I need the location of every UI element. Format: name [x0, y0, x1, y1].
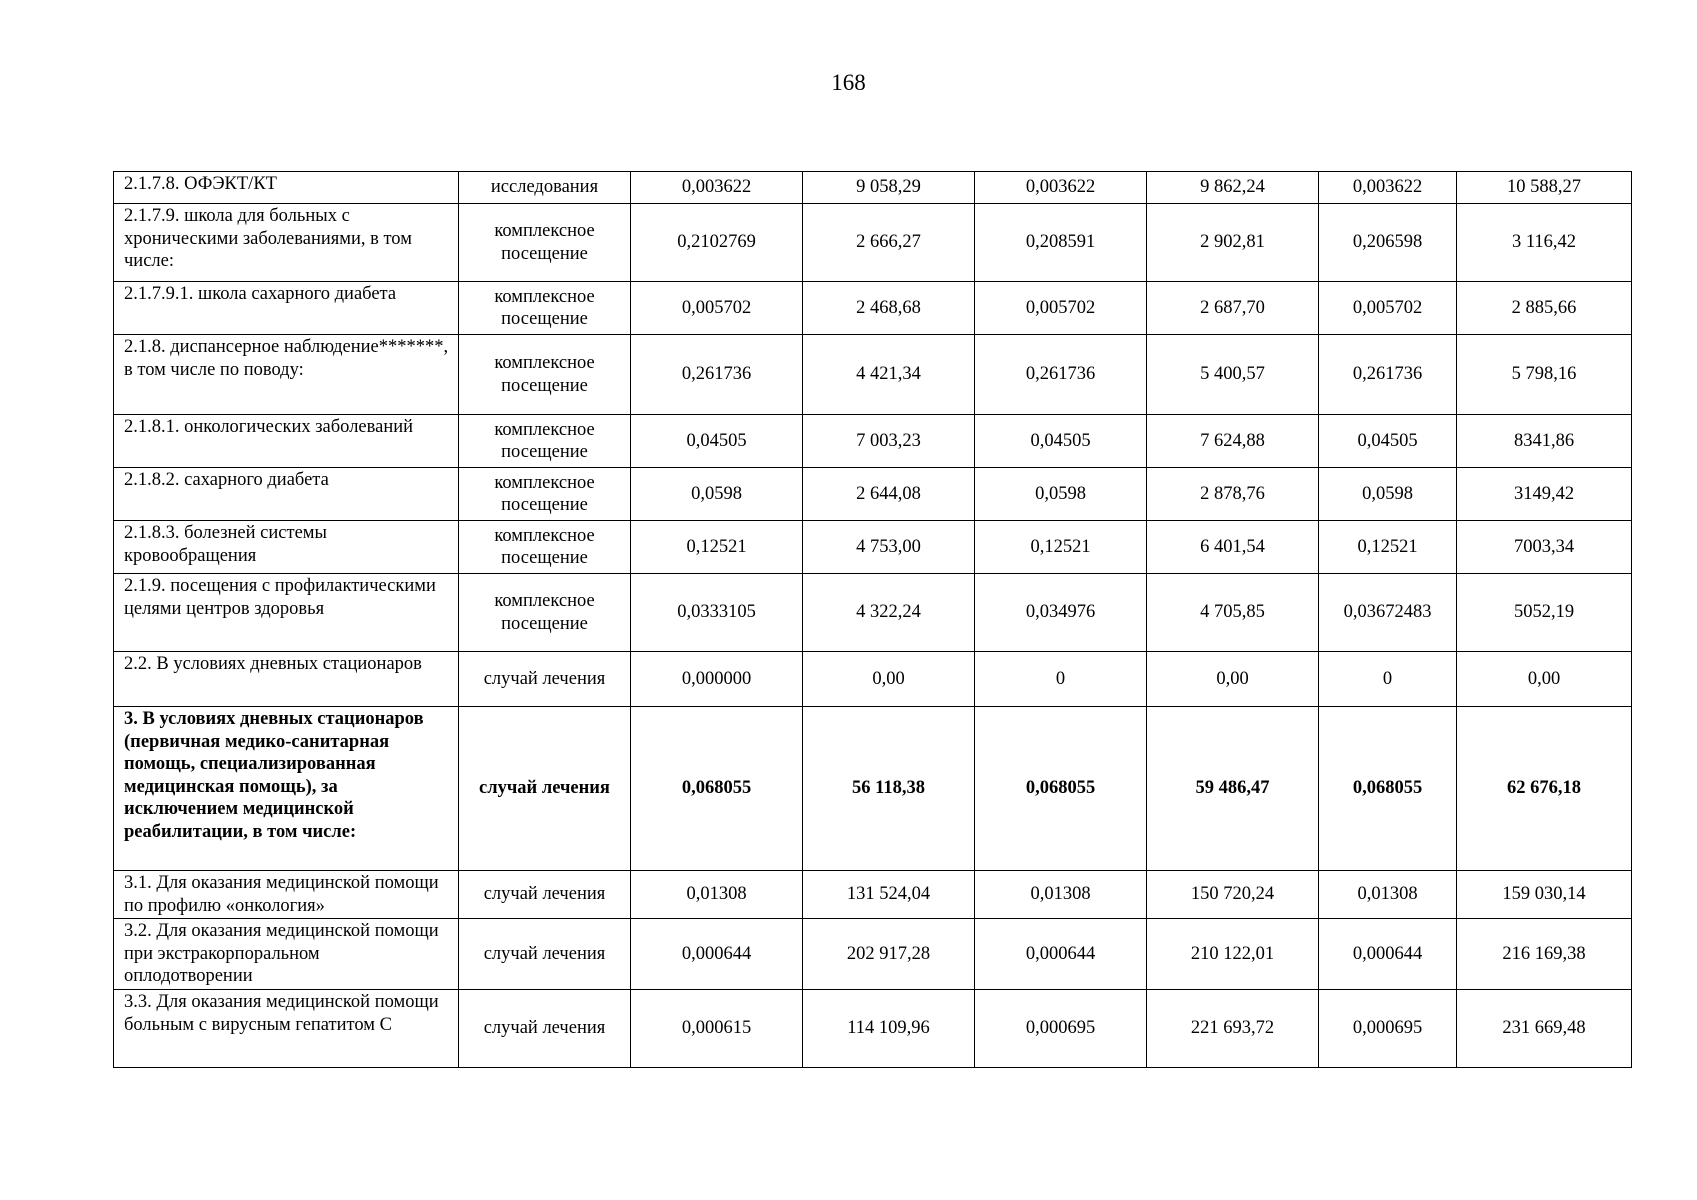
table-row: [114, 172, 1632, 204]
row-name: 2.1.9. посещения с профилактическими целями центров здоровья: [114, 574, 459, 652]
table-row: [114, 335, 1632, 415]
row-value: 0,261736: [975, 335, 1147, 415]
row-value: 6 401,54: [1147, 521, 1319, 574]
row-value: 150 720,24: [1147, 871, 1319, 919]
row-value: 0,0598: [631, 468, 803, 521]
row-value: 202 917,28: [803, 919, 975, 990]
row-value: 0,0598: [975, 468, 1147, 521]
table-row: [114, 990, 1632, 1068]
row-name: 2.1.8.1. онкологических заболеваний: [114, 415, 459, 468]
row-value: 0,034976: [975, 574, 1147, 652]
row-value: 0,068055: [631, 707, 803, 871]
row-value: 0,003622: [1319, 172, 1457, 204]
row-value: 4 421,34: [803, 335, 975, 415]
table-row: [114, 204, 1632, 282]
row-unit: комплексное посещение: [459, 574, 631, 652]
row-value: 0,04505: [631, 415, 803, 468]
row-unit: комплексное посещение: [459, 282, 631, 335]
row-name: 3.2. Для оказания медицинской помощи при экстракорпоральном оплодотворении: [114, 919, 459, 990]
row-name: 3. В условиях дневных стационаров (первичная медико-санитарная помощь, специализированная медицинская помощь), за исключением медицинской реабилитации, в том числе:: [114, 707, 459, 871]
row-value: 0,04505: [975, 415, 1147, 468]
row-value: 231 669,48: [1457, 990, 1632, 1068]
row-name: 2.2. В условиях дневных стационаров: [114, 652, 459, 707]
row-value: 0,01308: [1319, 871, 1457, 919]
row-value: 0,000695: [975, 990, 1147, 1068]
row-value: 0,003622: [975, 172, 1147, 204]
row-value: 4 753,00: [803, 521, 975, 574]
row-value: 59 486,47: [1147, 707, 1319, 871]
page-number: 168: [831, 70, 866, 95]
row-value: 0: [1319, 652, 1457, 707]
table-row: [114, 415, 1632, 468]
row-value: 159 030,14: [1457, 871, 1632, 919]
row-unit: исследования: [459, 172, 631, 204]
row-name: 2.1.8.2. сахарного диабета: [114, 468, 459, 521]
row-value: 0,000000: [631, 652, 803, 707]
row-name: 2.1.7.8. ОФЭКТ/КТ: [114, 172, 459, 204]
row-value: 0,2102769: [631, 204, 803, 282]
row-value: 2 902,81: [1147, 204, 1319, 282]
row-value: 0,000644: [975, 919, 1147, 990]
row-value: 0,03672483: [1319, 574, 1457, 652]
row-value: 0,261736: [1319, 335, 1457, 415]
row-value: 216 169,38: [1457, 919, 1632, 990]
row-value: 0,00: [1147, 652, 1319, 707]
row-value: 131 524,04: [803, 871, 975, 919]
row-value: 9 058,29: [803, 172, 975, 204]
row-value: 3149,42: [1457, 468, 1632, 521]
table-row: [114, 919, 1632, 990]
row-value: 5 798,16: [1457, 335, 1632, 415]
row-value: 7 003,23: [803, 415, 975, 468]
row-value: 4 322,24: [803, 574, 975, 652]
row-value: 2 644,08: [803, 468, 975, 521]
table-row: [114, 574, 1632, 652]
row-value: 0,12521: [1319, 521, 1457, 574]
row-value: 9 862,24: [1147, 172, 1319, 204]
row-unit: комплексное посещение: [459, 335, 631, 415]
row-value: 0,005702: [1319, 282, 1457, 335]
row-name: 2.1.8. диспансерное наблюдение*******, в том числе по поводу:: [114, 335, 459, 415]
row-value: 0: [975, 652, 1147, 707]
row-value: 56 118,38: [803, 707, 975, 871]
row-value: 3 116,42: [1457, 204, 1632, 282]
row-value: 5 400,57: [1147, 335, 1319, 415]
row-value: 0,12521: [631, 521, 803, 574]
row-value: 5052,19: [1457, 574, 1632, 652]
row-value: 2 885,66: [1457, 282, 1632, 335]
row-unit: комплексное посещение: [459, 521, 631, 574]
row-value: 0,000695: [1319, 990, 1457, 1068]
row-value: 0,068055: [1319, 707, 1457, 871]
table-row: [114, 521, 1632, 574]
table-row: [114, 468, 1632, 521]
row-value: 0,000644: [631, 919, 803, 990]
row-unit: комплексное посещение: [459, 468, 631, 521]
row-unit: случай лечения: [459, 990, 631, 1068]
row-unit: случай лечения: [459, 707, 631, 871]
row-name: 2.1.7.9.1. школа сахарного диабета: [114, 282, 459, 335]
row-value: 62 676,18: [1457, 707, 1632, 871]
row-name: 3.1. Для оказания медицинской помощи по профилю «онкология»: [114, 871, 459, 919]
row-value: 2 666,27: [803, 204, 975, 282]
row-value: 0,206598: [1319, 204, 1457, 282]
row-value: 0,068055: [975, 707, 1147, 871]
row-value: 221 693,72: [1147, 990, 1319, 1068]
row-value: 7 624,88: [1147, 415, 1319, 468]
data-table: [113, 171, 1632, 1068]
row-value: 210 122,01: [1147, 919, 1319, 990]
row-value: 2 687,70: [1147, 282, 1319, 335]
row-unit: случай лечения: [459, 652, 631, 707]
row-unit: случай лечения: [459, 871, 631, 919]
row-value: 10 588,27: [1457, 172, 1632, 204]
row-value: 0,12521: [975, 521, 1147, 574]
row-value: 2 468,68: [803, 282, 975, 335]
row-value: 7003,34: [1457, 521, 1632, 574]
row-value: 0,0598: [1319, 468, 1457, 521]
table-row: [114, 282, 1632, 335]
row-value: 0,0333105: [631, 574, 803, 652]
row-value: 2 878,76: [1147, 468, 1319, 521]
row-value: 114 109,96: [803, 990, 975, 1068]
table-row: [114, 652, 1632, 707]
row-value: 0,000615: [631, 990, 803, 1068]
row-unit: комплексное посещение: [459, 204, 631, 282]
row-value: 8341,86: [1457, 415, 1632, 468]
row-value: 0,04505: [1319, 415, 1457, 468]
row-value: 0,00: [803, 652, 975, 707]
row-value: 0,000644: [1319, 919, 1457, 990]
table-row: [114, 871, 1632, 919]
row-value: 0,261736: [631, 335, 803, 415]
row-value: 0,01308: [631, 871, 803, 919]
row-value: 4 705,85: [1147, 574, 1319, 652]
row-value: 0,003622: [631, 172, 803, 204]
row-value: 0,005702: [975, 282, 1147, 335]
row-unit: комплексное посещение: [459, 415, 631, 468]
row-value: 0,00: [1457, 652, 1632, 707]
row-value: 0,005702: [631, 282, 803, 335]
row-unit: случай лечения: [459, 919, 631, 990]
row-name: 2.1.8.3. болезней системы кровообращения: [114, 521, 459, 574]
row-value: 0,01308: [975, 871, 1147, 919]
row-name: 3.3. Для оказания медицинской помощи больным с вирусным гепатитом С: [114, 990, 459, 1068]
table-row: [114, 707, 1632, 871]
row-name: 2.1.7.9. школа для больных с хроническими заболеваниями, в том числе:: [114, 204, 459, 282]
row-value: 0,208591: [975, 204, 1147, 282]
